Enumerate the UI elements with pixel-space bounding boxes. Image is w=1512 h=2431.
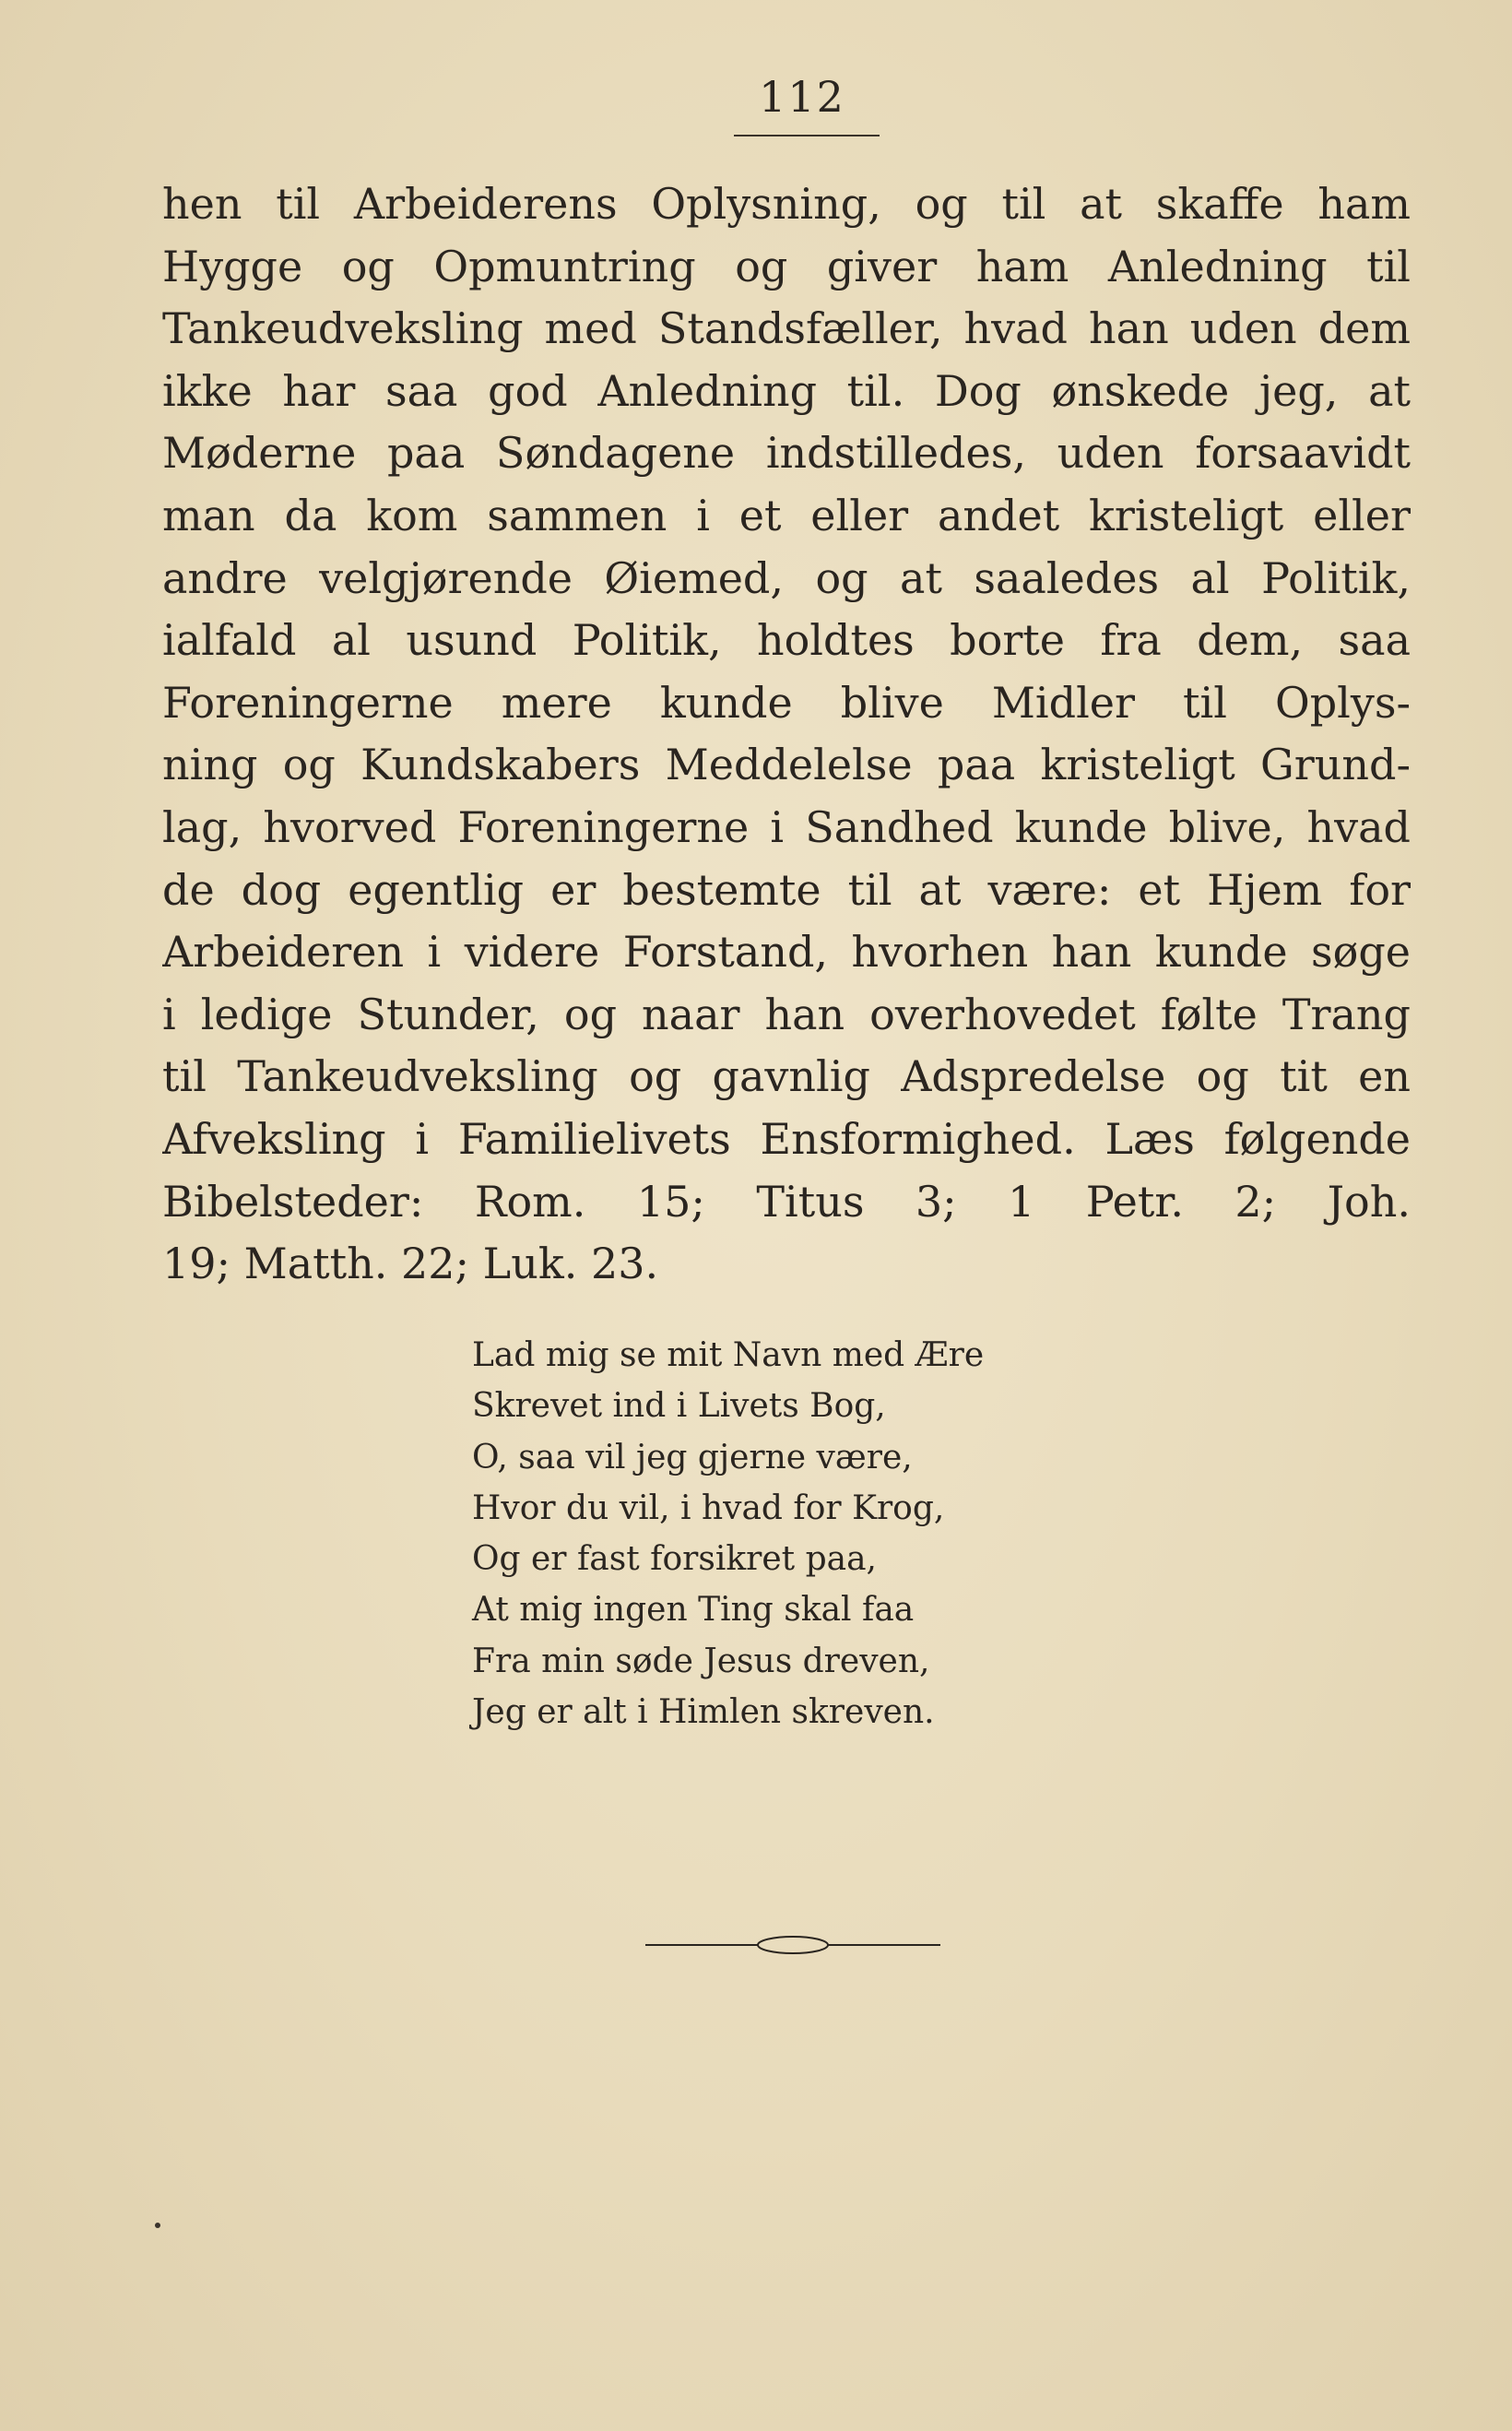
paragraph-line: til Tankeudveksling og gavnlig Adspredelse og tit en [162, 1051, 1411, 1102]
paragraph-line: ialfald al usund Politik, holdtes borte fra dem, saa [162, 615, 1411, 666]
paragraph-line: Arbeideren i videre Forstand, hvorhen han kunde søge [162, 927, 1411, 978]
paragraph-line: Foreningerne mere kunde blive Midler til Oplys- [162, 677, 1411, 728]
paragraph-line: lag, hvorved Foreningerne i Sandhed kunde blive, hvad [162, 801, 1411, 852]
paragraph-line: Afveksling i Familielivets Ensformighed. Læs følgende [162, 1113, 1411, 1164]
verse-line: Lad mig se mit Navn med Ære [472, 1336, 985, 1374]
paragraph-line: hen til Arbeiderens Oplysning, og til at skaffe ham [162, 179, 1411, 229]
paragraph-line: 19; Matth. 22; Luk. 23. [162, 1239, 659, 1289]
paragraph-line: de dog egentlig er bestemte til at være: et Hjem for [162, 864, 1411, 915]
verse-line: Jeg er alt i Himlen skreven. [472, 1693, 935, 1732]
hymn-verse [472, 1330, 1173, 1737]
verse-line: O, saa vil jeg gjerne være, [472, 1438, 913, 1476]
end-ornament [645, 1931, 940, 1959]
verse-line: Skrevet ind i Livets Bog, [472, 1387, 886, 1426]
page-number: 112 [759, 72, 845, 122]
body-paragraph [162, 173, 1411, 1296]
verse-line: Hvor du vil, i hvad for Krog, [472, 1488, 945, 1527]
paragraph-line: Tankeudveksling med Standsfæller, hvad han uden dem [162, 303, 1411, 354]
verse-line: Fra min søde Jesus dreven, [472, 1642, 930, 1680]
paragraph-line: ikke har saa god Anledning til. Dog ønskede jeg, at [162, 365, 1411, 416]
verse-line: At mig ingen Ting skal faa [472, 1591, 915, 1630]
paragraph-line: Hygge og Opmuntring og giver ham Anledning til [162, 241, 1411, 291]
paragraph-line: Bibelsteder: Rom. 15; Titus 3; 1 Petr. 2; Joh. [162, 1176, 1411, 1227]
page-number-rule [734, 135, 880, 136]
verse-line: Og er fast forsikret paa, [472, 1540, 877, 1579]
paragraph-line: Møderne paa Søndagene indstilledes, uden forsaavidt [162, 428, 1411, 479]
ink-speck [155, 2223, 160, 2228]
paragraph-line: ning og Kundskabers Meddelelse paa kristeligt Grund- [162, 740, 1411, 790]
paragraph-line: man da kom sammen i et eller andet kristeligt eller [162, 490, 1411, 540]
paragraph-line: andre velgjørende Øiemed, og at saaledes al Politik, [162, 552, 1411, 603]
paragraph-line: i ledige Stunder, og naar han overhovedet følte Trang [162, 989, 1411, 1039]
